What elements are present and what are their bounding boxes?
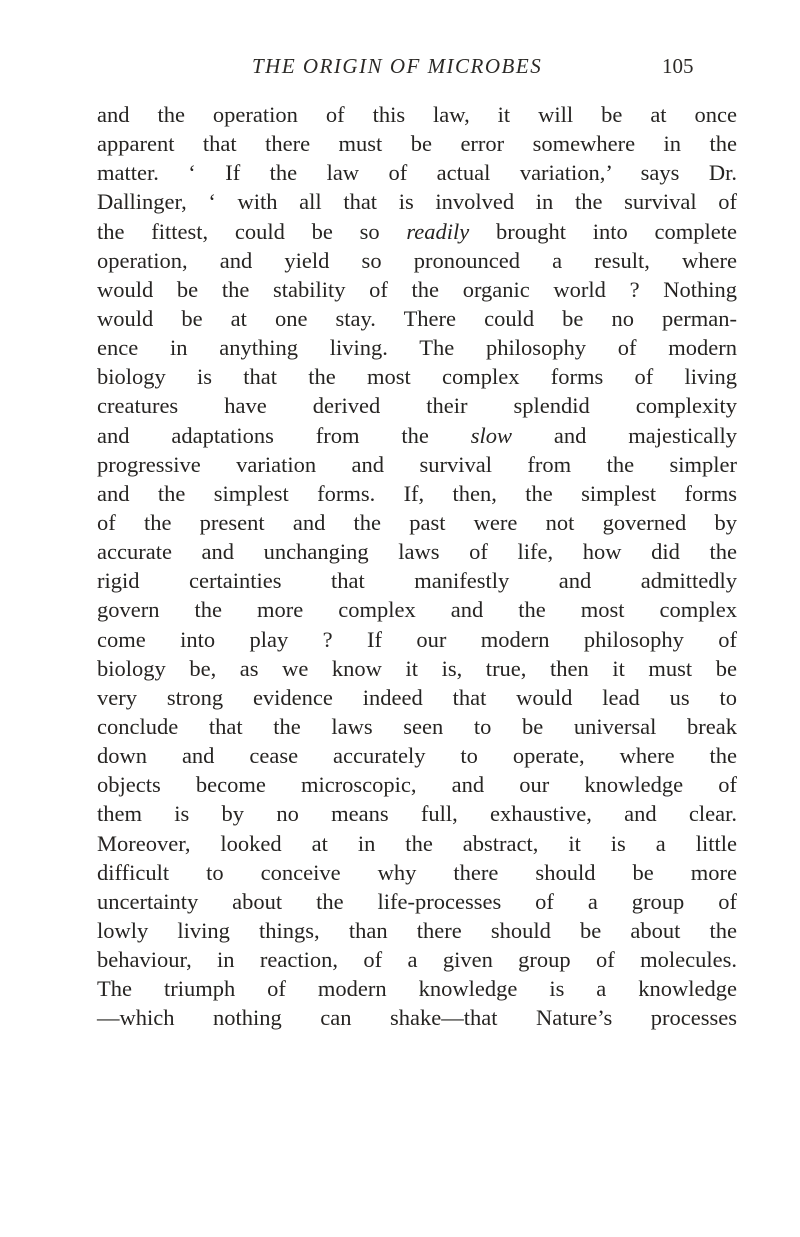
page-number: 105 <box>662 54 694 78</box>
text-line: progressive variation and survival from the simpler <box>97 451 737 477</box>
text-line: The triumph of modern knowledge is a knowledge <box>97 976 737 1002</box>
text-line: objects become microscopic, and our knowledge of <box>97 772 737 798</box>
text-segment: brought into complete <box>469 218 737 244</box>
text-line: would be the stability of the organic world ? Nothing <box>97 276 737 302</box>
text-line: difficult to conceive why there should be more <box>97 859 737 885</box>
text-line: down and cease accurately to operate, where the <box>97 743 737 769</box>
body-text <box>97 100 737 1033</box>
text-line <box>97 217 737 246</box>
text-segment: and adaptations from the <box>97 422 471 448</box>
text-line: apparent that there must be error somewhere in the <box>97 131 737 157</box>
text-line: them is by no means full, exhaustive, and clear. <box>97 801 737 827</box>
text-line: come into play ? If our modern philosophy of <box>97 626 737 652</box>
text-line: Moreover, looked at in the abstract, it is a little <box>97 830 737 856</box>
text-line: lowly living things, than there should be about the <box>97 917 737 943</box>
text-line: ence in anything living. The philosophy of modern <box>97 335 737 361</box>
text-segment: and majestically <box>512 422 737 448</box>
text-line: would be at one stay. There could be no perman- <box>97 305 737 331</box>
text-line <box>97 421 737 450</box>
text-line: biology is that the most complex forms of living <box>97 364 737 390</box>
emphasis-slow: slow <box>470 422 513 448</box>
text-line: and the simplest forms. If, then, the simplest forms <box>97 480 737 506</box>
text-line: accurate and unchanging laws of life, how did the <box>97 539 737 565</box>
text-line: matter. ‘ If the law of actual variation,’ says Dr. <box>97 160 737 186</box>
running-head <box>0 54 800 84</box>
text-line: of the present and the past were not governed by <box>97 509 737 535</box>
text-segment: the fittest, could be so <box>97 218 407 244</box>
text-line: operation, and yield so pronounced a result, where <box>97 247 737 273</box>
text-line: and the operation of this law, it will be at once <box>97 102 737 127</box>
text-line: Dallinger, ‘ with all that is involved in the survival of <box>97 189 737 215</box>
text-line: creatures have derived their splendid complexity <box>97 393 737 419</box>
text-line: behaviour, in reaction, of a given group of molecules. <box>97 947 737 973</box>
text-line: uncertainty about the life-processes of a group of <box>97 888 737 914</box>
text-line: very strong evidence indeed that would lead us to <box>97 684 737 710</box>
text-line: biology be, as we know it is, true, then it must be <box>97 655 737 681</box>
text-line: conclude that the laws seen to be universal break <box>97 713 737 739</box>
text-line: —which nothing can shake—that Nature’s processes <box>97 1005 737 1031</box>
text-line: govern the more complex and the most complex <box>97 597 737 623</box>
running-title: THE ORIGIN OF MICROBES <box>252 54 543 78</box>
text-line: rigid certainties that manifestly and admittedly <box>97 568 737 594</box>
emphasis-readily: readily <box>406 218 470 244</box>
